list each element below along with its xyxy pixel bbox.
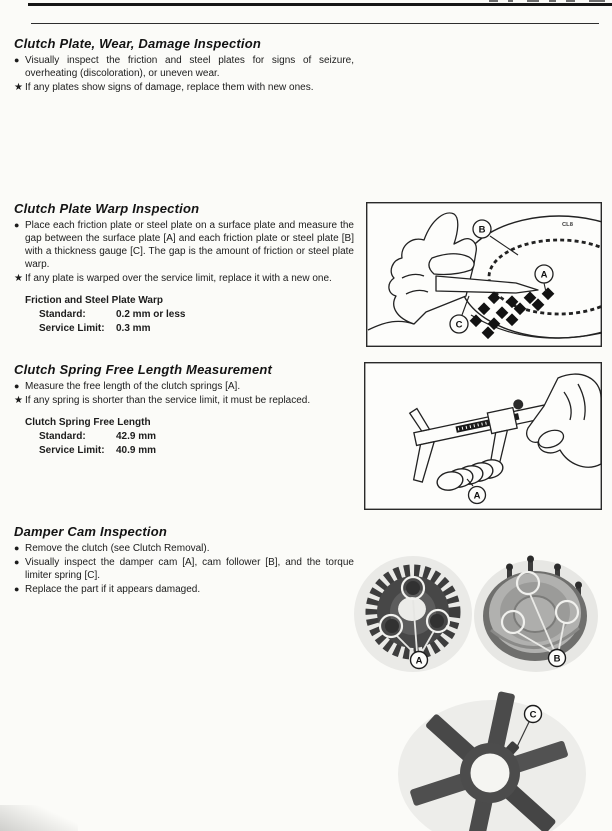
bullet-icon: ● [14, 220, 20, 230]
step-text: Visually inspect the damper cam [A], cam follower [B], and the torque limiter spring [C]. [25, 557, 354, 581]
figure-code: CL8 [562, 222, 573, 228]
second-rule [31, 23, 599, 24]
label-b: B [553, 653, 561, 665]
note-text: If any plate is warped over the service limit, replace it with a new one. [25, 273, 332, 284]
spring-measurement-illustration [364, 362, 602, 510]
star-icon: ★ [14, 395, 23, 406]
section-title: Clutch Plate, Wear, Damage Inspection [14, 36, 262, 51]
section-title: Clutch Spring Free Length Measurement [14, 362, 273, 377]
spec-table-spring-length [14, 416, 354, 458]
spec-row [39, 430, 354, 444]
star-icon: ★ [14, 273, 23, 284]
spec-value: 0.3 mm [116, 323, 151, 334]
bullet-icon: ● [14, 543, 20, 553]
figure-plate-warp-inspection [366, 202, 602, 352]
section-title: Damper Cam Inspection [14, 524, 168, 539]
procedure-step [14, 542, 354, 555]
procedure-step [14, 380, 354, 393]
bullet-icon: ● [14, 584, 20, 594]
step-text: Remove the clutch (see Clutch Removal). [25, 543, 210, 554]
spec-label: Standard: [39, 309, 86, 320]
section-title: Clutch Plate Warp Inspection [14, 201, 200, 216]
section-clutch-plate-warp [14, 201, 354, 336]
spec-label: Standard: [39, 431, 86, 442]
procedure-step [14, 219, 354, 271]
top-rule [28, 3, 612, 6]
spec-table-plate-warp [14, 294, 354, 336]
plate-warp-illustration [366, 202, 602, 347]
procedure-note [14, 272, 354, 285]
spec-row [39, 322, 354, 336]
section-clutch-spring-length [14, 362, 354, 458]
header-crop-mark [527, 0, 539, 2]
procedure-step [14, 54, 354, 80]
note-text: If any plates show signs of damage, replace them with new ones. [25, 82, 314, 93]
label-c: C [455, 319, 463, 331]
spec-heading: Clutch Spring Free Length [25, 417, 151, 428]
spec-label: Service Limit: [39, 445, 105, 456]
figure-spring-measurement [364, 362, 602, 515]
header-crop-mark [549, 0, 556, 2]
label-a: A [540, 269, 548, 281]
star-icon: ★ [14, 82, 23, 93]
label-a: A [473, 490, 481, 502]
step-text: Place each friction plate or steel plate on a surface plate and measure the gap between the surface plate [A] and each friction plate or steel plate [B] with a thickness gauge [C]. The gap is the amount of friction or steel plate warp. [25, 220, 354, 270]
section-damper-cam [14, 524, 354, 597]
procedure-note [14, 394, 354, 407]
figure-damper-cam-photos [352, 542, 612, 831]
header-crop-mark [589, 0, 605, 2]
caliper-slider [487, 408, 517, 434]
step-text: Visually inspect the friction and steel plates for signs of seizure, overheating (discoloration), or uneven wear. [25, 55, 354, 79]
step-text: Measure the free length of the clutch springs [A]. [25, 381, 241, 392]
label-c: C [529, 709, 537, 721]
spec-value: 40.9 mm [116, 445, 157, 456]
bullet-icon: ● [14, 55, 20, 65]
step-text: Replace the part if it appears damaged. [25, 584, 201, 595]
spec-value: 0.2 mm or less [116, 309, 186, 320]
damper-cam-photo-set [352, 542, 612, 831]
header-crop-mark [508, 0, 513, 2]
spec-label: Service Limit: [39, 323, 105, 334]
header-crop-mark [566, 0, 575, 2]
spec-value: 42.9 mm [116, 431, 157, 442]
header-crop-mark [489, 0, 498, 2]
spec-row [39, 444, 354, 458]
scan-shadow [0, 805, 78, 831]
note-text: If any spring is shorter than the service limit, it must be replaced. [25, 395, 311, 406]
bullet-icon: ● [14, 381, 20, 391]
spec-row [39, 308, 354, 322]
spec-heading: Friction and Steel Plate Warp [25, 295, 163, 306]
label-b: B [478, 224, 486, 236]
label-a: A [415, 655, 423, 667]
thumb [429, 254, 474, 275]
procedure-step [14, 556, 354, 582]
section-clutch-plate-wear [14, 36, 354, 95]
procedure-step [14, 583, 354, 596]
procedure-note [14, 81, 354, 94]
bullet-icon: ● [14, 557, 20, 567]
